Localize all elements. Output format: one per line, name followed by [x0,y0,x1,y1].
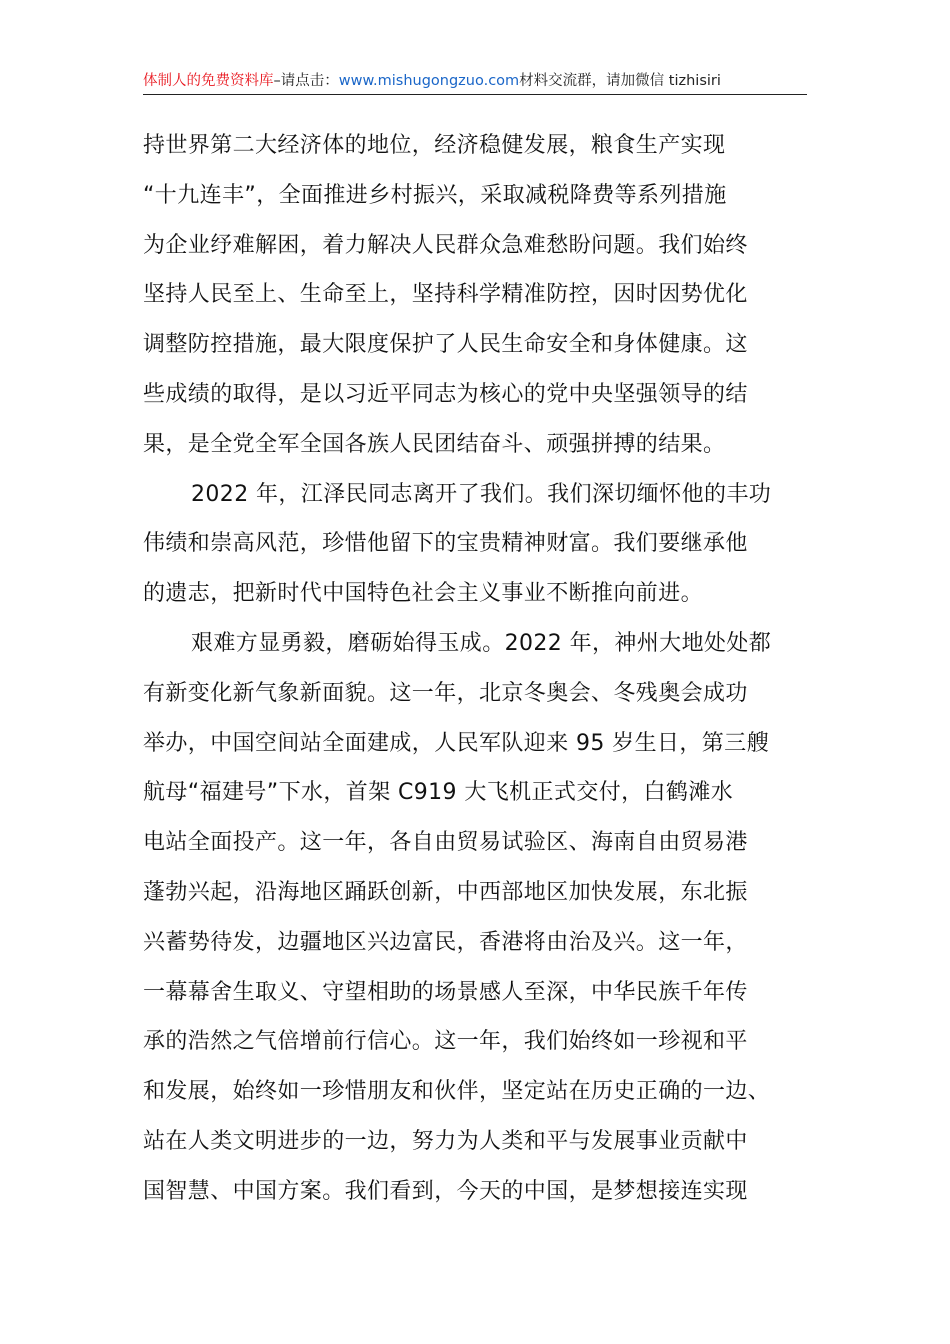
text-line: 站在人类文明进步的一边，努力为人类和平与发展事业贡献中 [143,1128,748,1154]
site-link[interactable]: www.mishugongzuo.com [338,73,520,89]
text-line: 伟绩和崇高风范，珍惜他留下的宝贵精神财富。我们要继承他 [143,531,748,557]
text-line: 些成绩的取得，是以习近平同志为核心的党中央坚强领导的结 [143,381,748,407]
text-line: 兴蓄势待发，边疆地区兴边富民，香港将由治及兴。这一年， [143,929,748,955]
page-header [143,70,807,95]
text-line: 国智慧、中国方案。我们看到，今天的中国，是梦想接连实现 [143,1178,748,1204]
text-line: “十九连丰”，全面推进乡村振兴，采取减税降费等系列措施 [143,182,727,208]
document-body [143,121,807,1217]
header-prompt: –请点击： [273,73,339,89]
paragraph-start-line: 2022 年，江泽民同志离开了我们。我们深切缅怀他的丰功 [191,481,772,507]
text-line: 调整防控措施，最大限度保护了人民生命安全和身体健康。这 [143,332,748,358]
text-line: 为企业纾难解困，着力解决人民群众急难愁盼问题。我们始终 [143,232,748,258]
text-line: 的遗志，把新时代中国特色社会主义事业不断推向前进。 [143,581,704,607]
text-line: 坚持人民至上、生命至上，坚持科学精准防控，因时因势优化 [143,282,748,308]
header-note: 材料交流群，请加微信 tizhisiri [519,73,721,89]
text-line: 一幕幕舍生取义、守望相助的场景感人至深，中华民族千年传 [143,979,748,1005]
brand-name: 体制人的免费资料库 [143,73,274,89]
text-line: 果，是全党全军全国各族人民团结奋斗、顽强拼搏的结果。 [143,431,726,457]
text-line: 电站全面投产。这一年，各自由贸易试验区、海南自由贸易港 [143,830,748,856]
text-line: 持世界第二大经济体的地位，经济稳健发展，粮食生产实现 [143,133,726,158]
text-line: 蓬勃兴起，沿海地区踊跃创新，中西部地区加快发展，东北振 [143,879,748,905]
text-line: 有新变化新气象新面貌。这一年，北京冬奥会、冬残奥会成功 [143,680,748,706]
text-line: 举办，中国空间站全面建成，人民军队迎来 95 岁生日，第三艘 [143,730,769,756]
text-line: 承的浩然之气倍增前行信心。这一年，我们始终如一珍视和平 [143,1029,748,1055]
paragraph-start-line: 艰难方显勇毅，磨砺始得玉成。2022 年，神州大地处处都 [191,630,772,656]
text-line: 航母“福建号”下水，首架 C919 大飞机正式交付，白鹤滩水 [143,780,734,806]
text-line: 和发展，始终如一珍惜朋友和伙伴，坚定站在历史正确的一边、 [143,1079,771,1105]
